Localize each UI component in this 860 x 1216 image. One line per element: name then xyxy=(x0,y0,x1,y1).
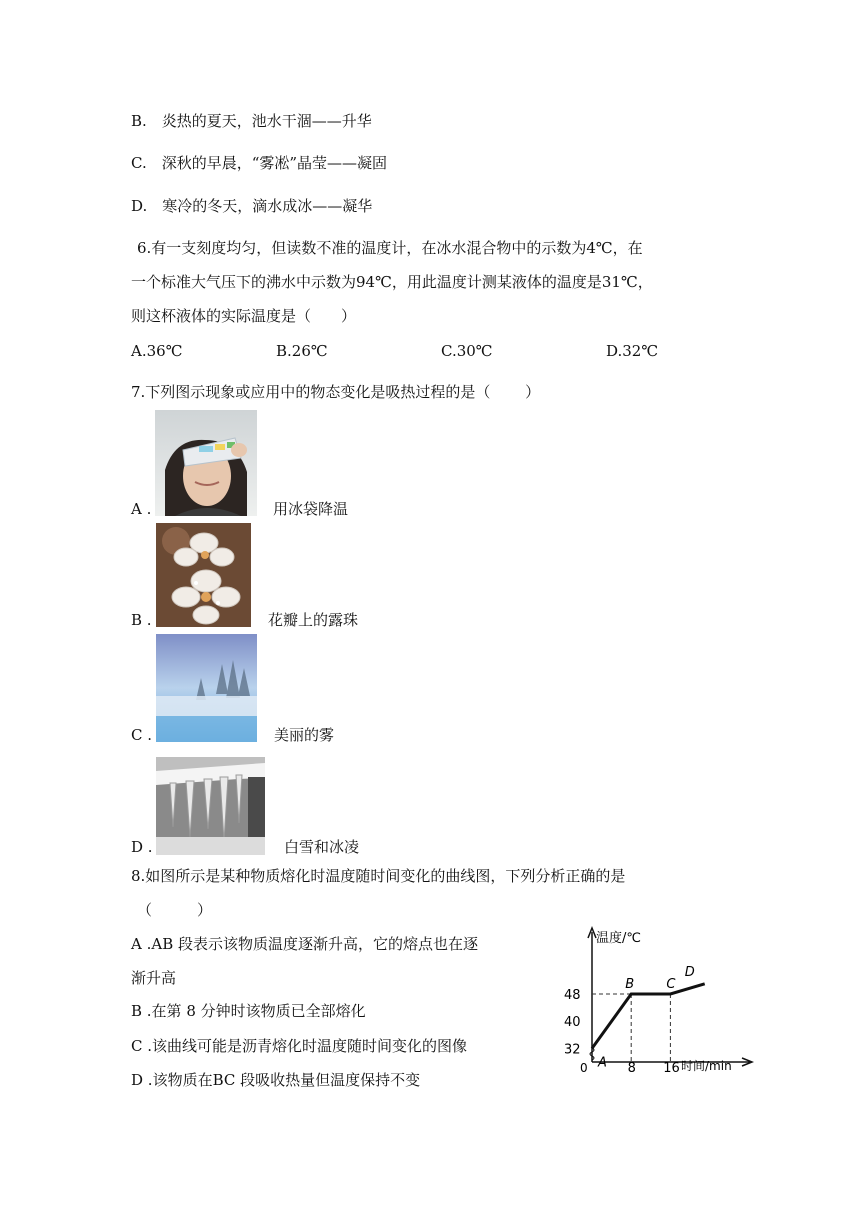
y-axis-label: 温度/℃ xyxy=(596,931,641,946)
origin-label: 0 xyxy=(580,1061,588,1074)
q7-stem: 7.下列图示现象或应用中的物态变化是吸热过程的是（ ） xyxy=(131,383,541,401)
q7-option-c-text: 美丽的雾 xyxy=(274,726,335,744)
q7-option-a-text: 用冰袋降温 xyxy=(273,500,349,518)
point-label-c: C xyxy=(666,977,676,992)
q7-option-b-text: 花瓣上的露珠 xyxy=(268,611,359,629)
ice-bag-photo xyxy=(155,410,257,516)
y-tick-label: 40 xyxy=(564,1015,581,1031)
q6-option-a: A.36℃ xyxy=(131,342,183,360)
x-axis-label: 时间/min xyxy=(681,1059,732,1073)
q6-option-b: B.26℃ xyxy=(276,342,328,360)
icicle-photo xyxy=(156,757,265,855)
temperature-curve xyxy=(592,984,705,1049)
q7-option-a-letter: A . xyxy=(131,500,152,518)
x-tick-label: 8 xyxy=(627,1061,636,1074)
q7-option-c-letter: C . xyxy=(131,726,153,744)
point-label-a: A xyxy=(598,1055,607,1071)
dew-flower-photo xyxy=(156,523,251,627)
q7-option-d-text: 白雪和冰凌 xyxy=(284,838,360,856)
q8-option-c: C .该曲线可能是沥青熔化时温度随时间变化的图像 xyxy=(131,1037,468,1055)
point-label-b: B xyxy=(625,977,635,992)
q5-option-c: C. 深秋的早晨，“雾凇”晶莹——凝固 xyxy=(131,154,388,172)
q6-stem-line-1: 6.有一支刻度均匀，但读数不准的温度计，在冰水混合物中的示数为4℃，在 xyxy=(137,239,643,257)
q7-option-b-letter: B . xyxy=(131,611,152,629)
q8-option-a-line-2: 渐升高 xyxy=(131,969,177,987)
q5-option-d: D. 寒冷的冬天，滴水成冰——凝华 xyxy=(131,197,373,215)
point-label-d: D xyxy=(684,964,695,980)
y-tick-label: 32 xyxy=(564,1042,581,1058)
x-tick-label: 16 xyxy=(663,1061,680,1074)
q6-option-c: C.30℃ xyxy=(441,342,493,360)
q8-option-d: D .该物质在BC 段吸收热量但温度保持不变 xyxy=(131,1071,421,1089)
q6-stem-line-2: 一个标准大气压下的沸水中示数为94℃，用此温度计测某液体的温度是31℃， xyxy=(131,273,653,291)
q7-option-d-letter: D . xyxy=(131,838,153,856)
q8-stem: 8.如图所示是某种物质熔化时温度随时间变化的曲线图，下列分析正确的是 xyxy=(131,867,626,885)
q6-option-d: D.32℃ xyxy=(606,342,659,360)
q6-stem-line-3: 则这杯液体的实际温度是（ ） xyxy=(131,307,357,325)
y-tick-label: 48 xyxy=(564,988,581,1003)
q8-paren: （ ） xyxy=(137,901,213,919)
melting-curve-chart xyxy=(560,924,760,1074)
q5-option-b: B. 炎热的夏天，池水干涸——升华 xyxy=(131,112,372,130)
q8-option-a-line-1: A .AB 段表示该物质温度逐渐升高，它的熔点也在逐 xyxy=(131,935,478,953)
fog-photo xyxy=(156,634,257,742)
q8-option-b: B .在第 8 分钟时该物质已全部熔化 xyxy=(131,1002,366,1020)
